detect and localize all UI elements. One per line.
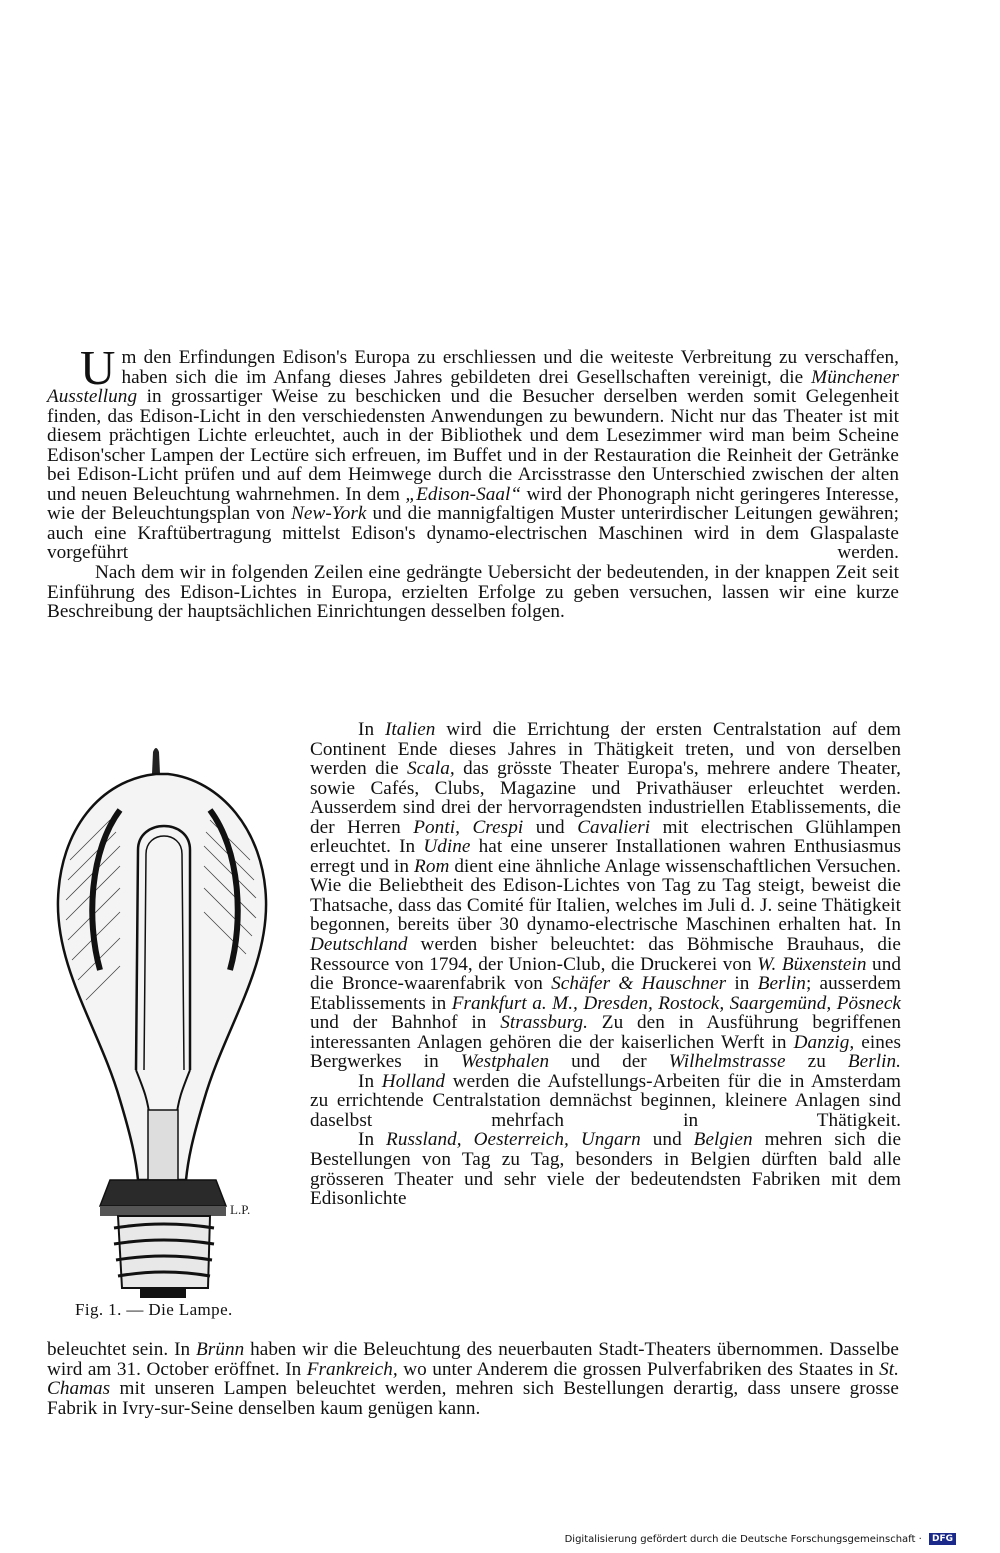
text-run: wird die Errichtung der ersten Centralstation auf dem Continent Ende dieses Jahres in Thätigkeit treten, und von derselben werden die (310, 719, 901, 780)
paragraph-3 (310, 720, 901, 1072)
text-run: dient eine ähnliche Anlage wissenschaftlichen Versuchen. Wie die Beliebtheit des Edison-Lichtes von Tag zu Tag steigt, beweist die Thatsache, dass das Comité für Italien, welches im Juli d. J. seine Thätigkeit begonnen, bereits über 30 dynamo-electrische Maschinen erhalten hat. In (310, 855, 901, 936)
italic-run: Münchener Ausstellung (47, 366, 899, 408)
italic-run: St. Chamas (47, 1358, 899, 1400)
text-run: und der Bahnhof in (310, 1012, 501, 1034)
text-run: In (358, 719, 385, 740)
italic-run: Strassburg. (500, 1012, 589, 1034)
text-run: und die Bronce-waarenfabrik von (310, 953, 901, 995)
text-run: wird der Phonograph nicht geringeres Interesse, wie der Beleuchtungsplan von (47, 483, 899, 525)
italic-run: New-York (291, 503, 367, 525)
text-run: beleuchtet sein. In (47, 1339, 197, 1360)
paragraph-1 (47, 340, 899, 564)
figure-caption: Fig. 1. — Die Lampe. (75, 1300, 233, 1319)
right-column-text (310, 720, 901, 1209)
italic-run: Wilhelmstrasse (668, 1051, 786, 1073)
italic-run: Schäfer & Hauschner (551, 973, 727, 995)
text-run: In (358, 1129, 387, 1151)
intro-text-block (47, 340, 899, 623)
text-run: in grossartiger Weise zu beschicken und die Besucher derselben werden somit Gelegenheit finden, das Edison-Licht in den verschiedensten Anwendungen zu bewundern. Nicht nur das Theater ist mit diesem prächtigen Lichte erleuchtet, auch in der Bibliothek und dem Lesezimmer wird man beim Scheine Edison'scher Lampen der Lectüre sich erfreuen, im Buffet und in der Restauration die Reinheit der Getränke bei Edison-Licht prüfen und auf dem Heimwege durch die Arcisstrasse den Unterschied zwischen der alten und neuen Beleuchtung wahrnehmen. In dem (47, 386, 899, 505)
closing-text-block (47, 1340, 899, 1418)
italic-run: Scala, (407, 758, 455, 780)
footer-text: Digitalisierung gefördert durch die Deutsche Forschungsgemeinschaft (564, 1534, 916, 1545)
paragraph-2: Nach dem wir in folgenden Zeilen eine gedrängte Uebersicht der bedeutenden, in der knappen Zeit seit Einführung des Edison-Lichtes in Europa, erzielten Erfolge zu geben versuchen, lassen wir eine kurze Beschreibung der hauptsächlichen Einrichtungen desselben folgen. (47, 562, 899, 623)
italic-run: Deutschland (310, 934, 408, 956)
italic-run: Westphalen (460, 1051, 550, 1073)
text-run: werden die Aufstellungs-Arbeiten für die in Amsterdam zu errichtende Centralstation demnächst beginnen, kleinere Anlagen sind daselbst mehrfach in Thätigkeit. (310, 1070, 901, 1131)
italic-run: Danzig, (793, 1031, 855, 1053)
text-run: mit unseren Lampen beleuchtet werden, mehren sich Bestellungen derartig, dass unsere grosse Fabrik in Ivry-sur-Seine denselben kaum genügen kann. (47, 1378, 899, 1419)
drop-cap: U (80, 340, 116, 395)
italic-run: Frankreich, (306, 1358, 398, 1380)
text-run: in (726, 973, 758, 995)
italic-run: Ponti, Crespi (413, 816, 524, 838)
illustrator-signature: L.P. (230, 1202, 251, 1217)
italic-run: „Edison-Saal“ (405, 483, 522, 505)
text-run: zu (785, 1051, 848, 1073)
italic-run: Rom (414, 855, 450, 877)
italic-run: Berlin (757, 973, 806, 995)
italic-run: W. Büxenstein (757, 953, 867, 975)
italic-run: Frankfurt a. M., Dresden, Rostock, Saargemünd, Pösneck (451, 992, 901, 1014)
text-run: hat eine unserer Installationen wahren Enthusiasmus erregt und in (310, 836, 901, 877)
text-run: und die mannigfaltigen Muster unterirdischer Leitungen gewähren; auch eine Kraftübertragung mittelst Edison's dynamo-electrischen Maschinen wird in dem Glaspalaste vorgeführt werden. (47, 503, 899, 564)
text-run: ; ausserdem Etablissements in (310, 973, 901, 1014)
text-run: haben wir die Beleuchtung des neuerbauten Stadt-Theaters übernommen. Dasselbe wird am 31. October eröffnet. In (47, 1339, 899, 1380)
text-run: mit electrischen Glühlampen erleuchtet. In (310, 816, 902, 858)
italic-run: Italien (384, 719, 436, 740)
text-run: Zu den in Ausführung begriffenen interessanten Anlagen gehören die der kaiserlichen Werft in (310, 1012, 901, 1053)
italic-run: Brünn (196, 1339, 245, 1360)
italic-run: Berlin. (847, 1051, 901, 1073)
italic-run: Holland (381, 1070, 446, 1092)
italic-run: Belgien (693, 1129, 753, 1151)
text-run: das grösste Theater Europa's, mehrere andere Theater, sowie Cafés, Clubs, Magazine und Privathäuser erleuchtet werden. Ausserdem sind drei der hervorragendsten industriellen Etablissements, die der Herren (310, 758, 901, 838)
text-run: wo unter Anderem die grossen Pulverfabriken des Staates in (397, 1358, 880, 1380)
paragraph-5 (310, 1130, 901, 1208)
text-run: und der (549, 1051, 669, 1073)
edison-lamp-illustration (40, 740, 290, 1300)
italic-run: Cavalieri (577, 816, 651, 838)
text-run: und (523, 816, 578, 838)
text-run: eines Bergwerkes in (310, 1031, 901, 1073)
italic-run: Russland, Oesterreich, Ungarn (386, 1129, 641, 1151)
funding-footer (565, 1533, 956, 1545)
paragraph-4 (310, 1072, 901, 1131)
text-run: mehren sich die Bestellungen von Tag zu Tag, besonders in Belgien dürften bald alle grösseren Theater und sehr viele der bedeutendsten Fabriken mit dem Edisonlichte (310, 1129, 902, 1210)
text-run: und (640, 1129, 694, 1151)
text-run: werden bisher beleuchtet: das Böhmische Brauhaus, die Ressource von 1794, der Union-Club, die Druckerei von (310, 934, 901, 975)
footer-separator: · (915, 1534, 925, 1545)
paragraph-5-continued (47, 1340, 899, 1418)
text-run: In (358, 1070, 382, 1092)
text-run: m den Erfindungen Edison's Europa zu erschliessen und die weiteste Verbreitung zu verschaffen, haben sich die im Anfang dieses Jahres gebildeten drei Gesellschaften vereinigt, die (121, 347, 899, 388)
italic-run: Udine (423, 836, 471, 858)
dfg-logo-icon: DFG (929, 1533, 956, 1545)
